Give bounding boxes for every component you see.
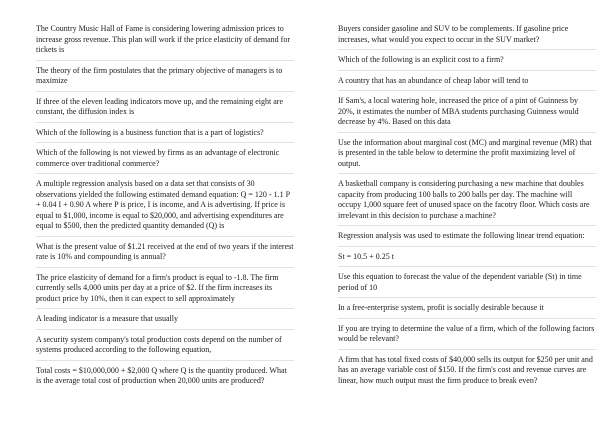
question-paragraph: The Country Music Hall of Fame is considering lowering admission prices to increase gross revenue. This plan will work if the price elasticity of demand for tickets is xyxy=(36,24,294,61)
question-paragraph: In a free-enterprise system, profit is socially desirable because it xyxy=(338,303,596,319)
question-paragraph: If you are trying to determine the value of a firm, which of the following factors would be relevant? xyxy=(338,324,596,350)
question-paragraph: The price elasticity of demand for a firm's product is equal to -1.8. The firm currently sells 4,000 units per day at a price of $2. If the firm increases its product price by 10%, then it can expect to sell approximately xyxy=(36,273,294,310)
question-paragraph: Total costs = $10,000,000 + $2,000 Q where Q is the quantity produced. What is the average total cost of production when 20,000 units are produced? xyxy=(36,365,287,385)
left-column xyxy=(36,24,294,396)
question-paragraph: Which of the following is not viewed by firms as an advantage of electronic commerce over traditional commerce? xyxy=(36,148,294,174)
question-paragraph: If Sam's, a local watering hole, increased the price of a pint of Guinness by 20%, it estimates the number of MBA students purchasing Guinness would decrease by 4%. Based on this data xyxy=(338,96,596,133)
question-paragraph: A security system company's total production costs depend on the number of systems produced according to the following equation, xyxy=(36,335,294,361)
question-paragraph: Which of the following is an explicit cost to a firm? xyxy=(338,55,596,71)
question-paragraph: Buyers consider gasoline and SUV to be complements. If gasoline price increases, what would you expect to occur in the SUV market? xyxy=(338,24,596,50)
question-paragraph: If three of the eleven leading indicators move up, and the remaining eight are constant, the diffusion index is xyxy=(36,97,294,123)
question-paragraph: The theory of the firm postulates that the primary objective of managers is to maximize xyxy=(36,66,294,92)
question-paragraph: A firm that has total fixed costs of $40,000 sells its output for $250 per unit and has an average variable cost of $150. If the firm's cost and revenue curves are linear, how much output must the firm produce to break even? xyxy=(338,354,593,385)
question-paragraph: A country that has an abundance of cheap labor will tend to xyxy=(338,76,596,92)
question-paragraph: A multiple regression analysis based on a data set that consists of 30 observations yielded the following estimated demand equation: Q = 120 - 1.1 P + 0.04 I + 0.90 A where P is price, I is income, and A is advertising. If price is equal to $1,000, income is equal to $20,000, and advertising expenditures are equal to $500, then the predicted quantity demanded (Q) is xyxy=(36,179,294,237)
question-paragraph: Use the information about marginal cost (MC) and marginal revenue (MR) that is presented in the table below to determine the profit maximizing level of output. xyxy=(338,138,596,175)
question-paragraph: What is the present value of $1.21 received at the end of two years if the interest rate is 10% and compounding is annual? xyxy=(36,242,294,268)
trend-equation: St = 10.5 + 0.25 t xyxy=(338,252,596,268)
question-paragraph: A leading indicator is a measure that usually xyxy=(36,314,294,330)
question-paragraph: Use this equation to forecast the value of the dependent variable (St) in time period of 10 xyxy=(338,272,596,298)
question-paragraph: Regression analysis was used to estimate the following linear trend equation: xyxy=(338,231,596,247)
question-paragraph: A basketball company is considering purchasing a new machine that doubles capacity from producing 100 balls to 200 balls per day. The machine will occupy 1,000 square feet of unused space on the facotry floor. Which costs are irrelevant in this decision to purchase a machine? xyxy=(338,179,596,226)
right-column xyxy=(338,24,596,395)
question-paragraph: Which of the following is a business function that is a part of logistics? xyxy=(36,128,294,144)
